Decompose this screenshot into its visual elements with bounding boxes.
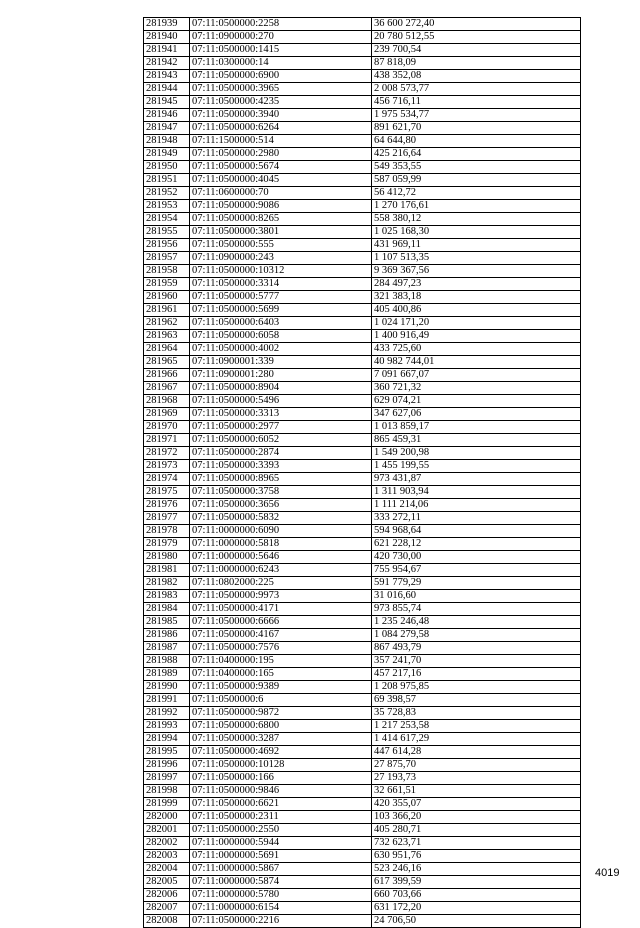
table-row bbox=[144, 291, 581, 304]
cadastral-number-cell: 07:11:0500000:9846 bbox=[190, 785, 372, 798]
value-cell: 321 383,18 bbox=[372, 291, 581, 304]
table-row bbox=[144, 746, 581, 759]
value-cell: 1 455 199,55 bbox=[372, 460, 581, 473]
row-number-cell: 281978 bbox=[144, 525, 190, 538]
cadastral-number-cell: 07:11:0500000:7576 bbox=[190, 642, 372, 655]
cadastral-number-cell: 07:11:0900001:280 bbox=[190, 369, 372, 382]
cadastral-number-cell: 07:11:0500000:9872 bbox=[190, 707, 372, 720]
row-number-cell: 281995 bbox=[144, 746, 190, 759]
row-number-cell: 281955 bbox=[144, 226, 190, 239]
table-row bbox=[144, 811, 581, 824]
value-cell: 420 355,07 bbox=[372, 798, 581, 811]
value-cell: 9 369 367,56 bbox=[372, 265, 581, 278]
row-number-cell: 281953 bbox=[144, 200, 190, 213]
table-row bbox=[144, 616, 581, 629]
row-number-cell: 281982 bbox=[144, 577, 190, 590]
value-cell: 56 412,72 bbox=[372, 187, 581, 200]
cadastral-number-cell: 07:11:0500000:4167 bbox=[190, 629, 372, 642]
cadastral-number-cell: 07:11:0500000:5496 bbox=[190, 395, 372, 408]
table-row bbox=[144, 434, 581, 447]
table-row bbox=[144, 83, 581, 96]
cadastral-number-cell: 07:11:0900000:243 bbox=[190, 252, 372, 265]
value-cell: 629 074,21 bbox=[372, 395, 581, 408]
table-row bbox=[144, 382, 581, 395]
value-cell: 284 497,23 bbox=[372, 278, 581, 291]
cadastral-number-cell: 07:11:0000000:5944 bbox=[190, 837, 372, 850]
row-number-cell: 281985 bbox=[144, 616, 190, 629]
table-row bbox=[144, 44, 581, 57]
value-cell: 425 216,64 bbox=[372, 148, 581, 161]
cadastral-number-cell: 07:11:0500000:2311 bbox=[190, 811, 372, 824]
row-number-cell: 281991 bbox=[144, 694, 190, 707]
value-cell: 7 091 667,07 bbox=[372, 369, 581, 382]
table-row bbox=[144, 629, 581, 642]
cadastral-number-cell: 07:11:0500000:4171 bbox=[190, 603, 372, 616]
table-row bbox=[144, 902, 581, 915]
value-cell: 64 644,80 bbox=[372, 135, 581, 148]
value-cell: 631 172,20 bbox=[372, 902, 581, 915]
value-cell: 1 107 513,35 bbox=[372, 252, 581, 265]
row-number-cell: 281945 bbox=[144, 96, 190, 109]
value-cell: 32 661,51 bbox=[372, 785, 581, 798]
value-cell: 20 780 512,55 bbox=[372, 31, 581, 44]
row-number-cell: 281986 bbox=[144, 629, 190, 642]
value-cell: 27 193,73 bbox=[372, 772, 581, 785]
table-row bbox=[144, 408, 581, 421]
cadastral-number-cell: 07:11:0000000:5818 bbox=[190, 538, 372, 551]
row-number-cell: 281992 bbox=[144, 707, 190, 720]
value-cell: 239 700,54 bbox=[372, 44, 581, 57]
cadastral-number-cell: 07:11:0500000:3758 bbox=[190, 486, 372, 499]
table-row bbox=[144, 369, 581, 382]
value-cell: 333 272,11 bbox=[372, 512, 581, 525]
value-cell: 1 414 617,29 bbox=[372, 733, 581, 746]
table-row bbox=[144, 798, 581, 811]
row-number-cell: 281966 bbox=[144, 369, 190, 382]
table-row bbox=[144, 304, 581, 317]
cadastral-number-cell: 07:11:1500000:514 bbox=[190, 135, 372, 148]
value-cell: 1 400 916,49 bbox=[372, 330, 581, 343]
table-row bbox=[144, 226, 581, 239]
row-number-cell: 281954 bbox=[144, 213, 190, 226]
cadastral-number-cell: 07:11:0500000:9973 bbox=[190, 590, 372, 603]
value-cell: 447 614,28 bbox=[372, 746, 581, 759]
row-number-cell: 282002 bbox=[144, 837, 190, 850]
row-number-cell: 281950 bbox=[144, 161, 190, 174]
value-cell: 1 311 903,94 bbox=[372, 486, 581, 499]
cadastral-number-cell: 07:11:0900000:270 bbox=[190, 31, 372, 44]
table-row bbox=[144, 57, 581, 70]
table-row bbox=[144, 915, 581, 928]
row-number-cell: 281944 bbox=[144, 83, 190, 96]
row-number-cell: 281977 bbox=[144, 512, 190, 525]
table-row bbox=[144, 200, 581, 213]
row-number-cell: 281964 bbox=[144, 343, 190, 356]
table-row bbox=[144, 772, 581, 785]
row-number-cell: 281980 bbox=[144, 551, 190, 564]
value-cell: 1 217 253,58 bbox=[372, 720, 581, 733]
row-number-cell: 282003 bbox=[144, 850, 190, 863]
row-number-cell: 281961 bbox=[144, 304, 190, 317]
value-cell: 594 968,64 bbox=[372, 525, 581, 538]
cadastral-number-cell: 07:11:0500000:8265 bbox=[190, 213, 372, 226]
cadastral-number-cell: 07:11:0500000:3656 bbox=[190, 499, 372, 512]
cadastral-number-cell: 07:11:0500000:8965 bbox=[190, 473, 372, 486]
value-cell: 31 016,60 bbox=[372, 590, 581, 603]
cadastral-number-cell: 07:11:0500000:3940 bbox=[190, 109, 372, 122]
table-row bbox=[144, 681, 581, 694]
cadastral-number-cell: 07:11:0000000:5691 bbox=[190, 850, 372, 863]
table-row bbox=[144, 213, 581, 226]
cadastral-number-cell: 07:11:0500000:3801 bbox=[190, 226, 372, 239]
data-table bbox=[143, 17, 581, 928]
row-number-cell: 281967 bbox=[144, 382, 190, 395]
cadastral-number-cell: 07:11:0600000:70 bbox=[190, 187, 372, 200]
cadastral-number-cell: 07:11:0500000:4045 bbox=[190, 174, 372, 187]
table-row bbox=[144, 538, 581, 551]
row-number-cell: 281963 bbox=[144, 330, 190, 343]
row-number-cell: 281965 bbox=[144, 356, 190, 369]
row-number-cell: 281957 bbox=[144, 252, 190, 265]
cadastral-number-cell: 07:11:0500000:5777 bbox=[190, 291, 372, 304]
cadastral-number-cell: 07:11:0500000:2550 bbox=[190, 824, 372, 837]
value-cell: 438 352,08 bbox=[372, 70, 581, 83]
table-row bbox=[144, 148, 581, 161]
cadastral-number-cell: 07:11:0500000:6800 bbox=[190, 720, 372, 733]
row-number-cell: 281970 bbox=[144, 421, 190, 434]
table-row bbox=[144, 161, 581, 174]
row-number-cell: 281942 bbox=[144, 57, 190, 70]
row-number-cell: 281996 bbox=[144, 759, 190, 772]
table-row bbox=[144, 564, 581, 577]
cadastral-number-cell: 07:11:0500000:3313 bbox=[190, 408, 372, 421]
cadastral-number-cell: 07:11:0500000:3965 bbox=[190, 83, 372, 96]
table-row bbox=[144, 863, 581, 876]
cadastral-number-cell: 07:11:0500000:6403 bbox=[190, 317, 372, 330]
row-number-cell: 281968 bbox=[144, 395, 190, 408]
table-row bbox=[144, 499, 581, 512]
value-cell: 660 703,66 bbox=[372, 889, 581, 902]
cadastral-number-cell: 07:11:0500000:10128 bbox=[190, 759, 372, 772]
row-number-cell: 281987 bbox=[144, 642, 190, 655]
value-cell: 867 493,79 bbox=[372, 642, 581, 655]
row-number-cell: 281952 bbox=[144, 187, 190, 200]
row-number-cell: 281975 bbox=[144, 486, 190, 499]
cadastral-number-cell: 07:11:0500000:555 bbox=[190, 239, 372, 252]
table-row bbox=[144, 889, 581, 902]
row-number-cell: 282000 bbox=[144, 811, 190, 824]
table-row bbox=[144, 421, 581, 434]
cadastral-number-cell: 07:11:0500000:5699 bbox=[190, 304, 372, 317]
cadastral-number-cell: 07:11:0500000:4692 bbox=[190, 746, 372, 759]
row-number-cell: 282004 bbox=[144, 863, 190, 876]
value-cell: 558 380,12 bbox=[372, 213, 581, 226]
row-number-cell: 281940 bbox=[144, 31, 190, 44]
cadastral-number-cell: 07:11:0000000:5780 bbox=[190, 889, 372, 902]
value-cell: 433 725,60 bbox=[372, 343, 581, 356]
table-row bbox=[144, 603, 581, 616]
value-cell: 69 398,57 bbox=[372, 694, 581, 707]
page-number: 4019 bbox=[595, 867, 620, 879]
value-cell: 347 627,06 bbox=[372, 408, 581, 421]
table-row bbox=[144, 122, 581, 135]
table-row bbox=[144, 785, 581, 798]
cadastral-number-cell: 07:11:0000000:6154 bbox=[190, 902, 372, 915]
row-number-cell: 281949 bbox=[144, 148, 190, 161]
cadastral-number-cell: 07:11:0500000:2977 bbox=[190, 421, 372, 434]
cadastral-number-cell: 07:11:0500000:9389 bbox=[190, 681, 372, 694]
row-number-cell: 281990 bbox=[144, 681, 190, 694]
cadastral-number-cell: 07:11:0500000:5832 bbox=[190, 512, 372, 525]
table-row bbox=[144, 707, 581, 720]
table-row bbox=[144, 512, 581, 525]
value-cell: 420 730,00 bbox=[372, 551, 581, 564]
table-row bbox=[144, 31, 581, 44]
row-number-cell: 281956 bbox=[144, 239, 190, 252]
table-row bbox=[144, 70, 581, 83]
cadastral-number-cell: 07:11:0500000:6621 bbox=[190, 798, 372, 811]
row-number-cell: 281984 bbox=[144, 603, 190, 616]
cadastral-number-cell: 07:11:0500000:2216 bbox=[190, 915, 372, 928]
row-number-cell: 281939 bbox=[144, 18, 190, 31]
value-cell: 1 975 534,77 bbox=[372, 109, 581, 122]
row-number-cell: 282001 bbox=[144, 824, 190, 837]
cadastral-number-cell: 07:11:0500000:6052 bbox=[190, 434, 372, 447]
table-row bbox=[144, 187, 581, 200]
cadastral-number-cell: 07:11:0000000:5646 bbox=[190, 551, 372, 564]
table-row bbox=[144, 96, 581, 109]
cadastral-number-cell: 07:11:0000000:5867 bbox=[190, 863, 372, 876]
row-number-cell: 281976 bbox=[144, 499, 190, 512]
cadastral-number-cell: 07:11:0900001:339 bbox=[190, 356, 372, 369]
table-row bbox=[144, 824, 581, 837]
row-number-cell: 281951 bbox=[144, 174, 190, 187]
value-cell: 621 228,12 bbox=[372, 538, 581, 551]
table-row bbox=[144, 577, 581, 590]
table-row bbox=[144, 265, 581, 278]
table-row bbox=[144, 356, 581, 369]
value-cell: 405 400,86 bbox=[372, 304, 581, 317]
value-cell: 431 969,11 bbox=[372, 239, 581, 252]
value-cell: 360 721,32 bbox=[372, 382, 581, 395]
row-number-cell: 281994 bbox=[144, 733, 190, 746]
table-row bbox=[144, 447, 581, 460]
cadastral-number-cell: 07:11:0500000:3393 bbox=[190, 460, 372, 473]
cadastral-number-cell: 07:11:0500000:9086 bbox=[190, 200, 372, 213]
table-row bbox=[144, 850, 581, 863]
table-row bbox=[144, 473, 581, 486]
row-number-cell: 281989 bbox=[144, 668, 190, 681]
table-row bbox=[144, 18, 581, 31]
value-cell: 1 270 176,61 bbox=[372, 200, 581, 213]
table-row bbox=[144, 395, 581, 408]
cadastral-number-cell: 07:11:0500000:1415 bbox=[190, 44, 372, 57]
value-cell: 35 728,83 bbox=[372, 707, 581, 720]
value-cell: 1 549 200,98 bbox=[372, 447, 581, 460]
cadastral-number-cell: 07:11:0000000:6090 bbox=[190, 525, 372, 538]
table-row bbox=[144, 239, 581, 252]
table-row bbox=[144, 759, 581, 772]
table-row bbox=[144, 460, 581, 473]
cadastral-number-cell: 07:11:0500000:4235 bbox=[190, 96, 372, 109]
value-cell: 405 280,71 bbox=[372, 824, 581, 837]
table-row bbox=[144, 733, 581, 746]
cadastral-number-cell: 07:11:0500000:4002 bbox=[190, 343, 372, 356]
cadastral-number-cell: 07:11:0000000:6243 bbox=[190, 564, 372, 577]
value-cell: 891 621,70 bbox=[372, 122, 581, 135]
value-cell: 87 818,09 bbox=[372, 57, 581, 70]
row-number-cell: 282008 bbox=[144, 915, 190, 928]
value-cell: 36 600 272,40 bbox=[372, 18, 581, 31]
value-cell: 357 241,70 bbox=[372, 655, 581, 668]
table-row bbox=[144, 876, 581, 889]
value-cell: 617 399,59 bbox=[372, 876, 581, 889]
cadastral-number-cell: 07:11:0500000:6666 bbox=[190, 616, 372, 629]
value-cell: 1 024 171,20 bbox=[372, 317, 581, 330]
value-cell: 1 084 279,58 bbox=[372, 629, 581, 642]
cadastral-number-cell: 07:11:0500000:2258 bbox=[190, 18, 372, 31]
row-number-cell: 281999 bbox=[144, 798, 190, 811]
cadastral-number-cell: 07:11:0500000:6900 bbox=[190, 70, 372, 83]
row-number-cell: 282007 bbox=[144, 902, 190, 915]
cadastral-number-cell: 07:11:0500000:5674 bbox=[190, 161, 372, 174]
table-row bbox=[144, 135, 581, 148]
cadastral-number-cell: 07:11:0500000:10312 bbox=[190, 265, 372, 278]
table-row bbox=[144, 486, 581, 499]
cadastral-number-cell: 07:11:0500000:2874 bbox=[190, 447, 372, 460]
value-cell: 732 623,71 bbox=[372, 837, 581, 850]
value-cell: 1 025 168,30 bbox=[372, 226, 581, 239]
table-row bbox=[144, 278, 581, 291]
value-cell: 457 217,16 bbox=[372, 668, 581, 681]
row-number-cell: 282006 bbox=[144, 889, 190, 902]
cadastral-number-cell: 07:11:0000000:5874 bbox=[190, 876, 372, 889]
value-cell: 973 855,74 bbox=[372, 603, 581, 616]
row-number-cell: 281983 bbox=[144, 590, 190, 603]
row-number-cell: 281998 bbox=[144, 785, 190, 798]
table-row bbox=[144, 837, 581, 850]
cadastral-number-cell: 07:11:0500000:3314 bbox=[190, 278, 372, 291]
row-number-cell: 281971 bbox=[144, 434, 190, 447]
table-row bbox=[144, 668, 581, 681]
value-cell: 1 111 214,06 bbox=[372, 499, 581, 512]
table-row bbox=[144, 330, 581, 343]
value-cell: 549 353,55 bbox=[372, 161, 581, 174]
table-row bbox=[144, 343, 581, 356]
row-number-cell: 281969 bbox=[144, 408, 190, 421]
row-number-cell: 281947 bbox=[144, 122, 190, 135]
row-number-cell: 282005 bbox=[144, 876, 190, 889]
table-row bbox=[144, 642, 581, 655]
row-number-cell: 281988 bbox=[144, 655, 190, 668]
row-number-cell: 281972 bbox=[144, 447, 190, 460]
row-number-cell: 281981 bbox=[144, 564, 190, 577]
row-number-cell: 281958 bbox=[144, 265, 190, 278]
value-cell: 1 208 975,85 bbox=[372, 681, 581, 694]
table-body bbox=[144, 18, 581, 928]
cadastral-number-cell: 07:11:0400000:165 bbox=[190, 668, 372, 681]
row-number-cell: 281973 bbox=[144, 460, 190, 473]
table-row bbox=[144, 252, 581, 265]
cadastral-number-cell: 07:11:0500000:6 bbox=[190, 694, 372, 707]
row-number-cell: 281993 bbox=[144, 720, 190, 733]
value-cell: 630 951,76 bbox=[372, 850, 581, 863]
table-row bbox=[144, 525, 581, 538]
row-number-cell: 281974 bbox=[144, 473, 190, 486]
value-cell: 973 431,87 bbox=[372, 473, 581, 486]
value-cell: 24 706,50 bbox=[372, 915, 581, 928]
row-number-cell: 281948 bbox=[144, 135, 190, 148]
row-number-cell: 281941 bbox=[144, 44, 190, 57]
cadastral-number-cell: 07:11:0500000:8904 bbox=[190, 382, 372, 395]
table-row bbox=[144, 655, 581, 668]
value-cell: 2 008 573,77 bbox=[372, 83, 581, 96]
row-number-cell: 281997 bbox=[144, 772, 190, 785]
value-cell: 865 459,31 bbox=[372, 434, 581, 447]
value-cell: 1 235 246,48 bbox=[372, 616, 581, 629]
cadastral-number-cell: 07:11:0500000:3287 bbox=[190, 733, 372, 746]
table-row bbox=[144, 720, 581, 733]
row-number-cell: 281943 bbox=[144, 70, 190, 83]
value-cell: 755 954,67 bbox=[372, 564, 581, 577]
cadastral-number-cell: 07:11:0300000:14 bbox=[190, 57, 372, 70]
row-number-cell: 281962 bbox=[144, 317, 190, 330]
table-row bbox=[144, 109, 581, 122]
value-cell: 1 013 859,17 bbox=[372, 421, 581, 434]
cadastral-number-cell: 07:11:0400000:195 bbox=[190, 655, 372, 668]
table-row bbox=[144, 317, 581, 330]
row-number-cell: 281946 bbox=[144, 109, 190, 122]
row-number-cell: 281959 bbox=[144, 278, 190, 291]
value-cell: 591 779,29 bbox=[372, 577, 581, 590]
value-cell: 103 366,20 bbox=[372, 811, 581, 824]
table-row bbox=[144, 694, 581, 707]
cadastral-number-cell: 07:11:0802000:225 bbox=[190, 577, 372, 590]
cadastral-number-cell: 07:11:0500000:2980 bbox=[190, 148, 372, 161]
table-row bbox=[144, 551, 581, 564]
cadastral-number-cell: 07:11:0500000:6264 bbox=[190, 122, 372, 135]
row-number-cell: 281960 bbox=[144, 291, 190, 304]
value-cell: 40 982 744,01 bbox=[372, 356, 581, 369]
value-cell: 523 246,16 bbox=[372, 863, 581, 876]
row-number-cell: 281979 bbox=[144, 538, 190, 551]
table-row bbox=[144, 174, 581, 187]
cadastral-number-cell: 07:11:0500000:6058 bbox=[190, 330, 372, 343]
value-cell: 587 059,99 bbox=[372, 174, 581, 187]
cadastral-number-cell: 07:11:0500000:166 bbox=[190, 772, 372, 785]
table-row bbox=[144, 590, 581, 603]
value-cell: 27 875,70 bbox=[372, 759, 581, 772]
value-cell: 456 716,11 bbox=[372, 96, 581, 109]
